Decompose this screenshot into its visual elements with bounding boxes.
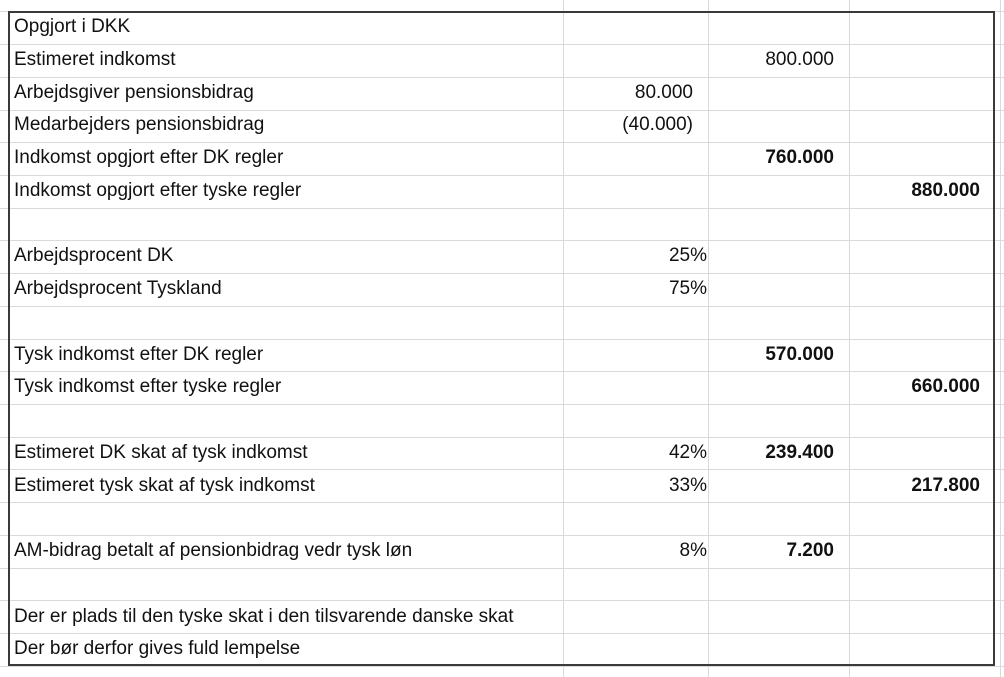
value-cell-b[interactable] [565, 339, 710, 372]
table-row [10, 502, 997, 535]
gridline [1000, 0, 1001, 677]
value-cell-c[interactable]: 760.000 [765, 147, 834, 168]
value-cell-d[interactable] [851, 601, 997, 634]
value-cell-c[interactable] [710, 502, 851, 535]
value-cell-d[interactable] [851, 142, 997, 175]
table-row [10, 568, 997, 601]
gridline [0, 666, 1004, 667]
value-cell-d[interactable] [851, 240, 997, 273]
value-cell-d[interactable] [851, 44, 997, 77]
value-cell-b[interactable] [565, 142, 710, 175]
value-cell-d[interactable] [851, 568, 997, 601]
value-cell-c[interactable] [710, 273, 851, 306]
value-cell-d[interactable]: 217.800 [911, 474, 980, 496]
spreadsheet-table [8, 11, 995, 666]
value-cell-b[interactable] [565, 44, 710, 77]
value-cell-b[interactable]: (40.000) [622, 114, 693, 136]
value-cell-d[interactable] [851, 273, 997, 306]
row-label-cell[interactable] [14, 568, 567, 601]
row-label-cell[interactable] [14, 208, 567, 241]
value-cell-d[interactable]: 880.000 [911, 179, 980, 201]
value-cell-c[interactable] [710, 371, 851, 404]
value-cell-c[interactable]: 800.000 [765, 48, 834, 70]
value-cell-c[interactable] [710, 208, 851, 241]
table-row [10, 404, 997, 437]
table-row [10, 175, 997, 208]
value-cell-b[interactable] [565, 502, 710, 535]
value-cell-b[interactable] [565, 306, 710, 339]
table-row [10, 437, 997, 470]
table-row [10, 306, 997, 339]
row-label-cell[interactable] [14, 502, 567, 535]
table-row [10, 535, 997, 568]
table-row [10, 44, 997, 77]
value-cell-d[interactable] [851, 437, 997, 470]
row-label-cell[interactable] [14, 404, 567, 437]
value-cell-b[interactable] [565, 568, 710, 601]
value-cell-c[interactable] [710, 175, 851, 208]
value-cell-b[interactable] [565, 175, 710, 208]
table-row [10, 633, 997, 666]
value-cell-c[interactable] [710, 306, 851, 339]
table-row [10, 601, 997, 634]
value-cell-c[interactable]: 239.400 [765, 441, 834, 463]
row-label-cell[interactable]: Arbejdsprocent DK [14, 245, 174, 267]
row-label-cell[interactable]: Indkomst opgjort efter tyske regler [14, 179, 302, 201]
value-cell-d[interactable] [851, 339, 997, 372]
row-label-cell[interactable]: Estimeret indkomst [14, 48, 176, 70]
row-label-cell[interactable]: Indkomst opgjort efter DK regler [14, 147, 284, 168]
value-cell-d[interactable] [851, 535, 997, 568]
value-cell-d[interactable] [851, 208, 997, 241]
value-cell-d[interactable] [851, 109, 997, 142]
value-cell-b[interactable] [565, 208, 710, 241]
table-row [10, 470, 997, 503]
value-cell-d[interactable] [851, 633, 997, 666]
row-label-cell[interactable]: Estimeret tysk skat af tysk indkomst [14, 474, 315, 496]
row-label-cell[interactable]: Tysk indkomst efter DK regler [14, 343, 264, 365]
value-cell-c[interactable] [710, 601, 851, 634]
row-label-cell[interactable]: Opgjort i DKK [14, 16, 131, 37]
row-label-cell[interactable] [14, 306, 567, 339]
table-row [10, 77, 997, 110]
value-cell-b[interactable]: 25% [668, 245, 707, 267]
value-cell-d[interactable] [851, 502, 997, 535]
value-cell-c[interactable] [710, 404, 851, 437]
row-label-cell[interactable]: Medarbejders pensionsbidrag [14, 114, 265, 136]
table-row [10, 240, 997, 273]
value-cell-d[interactable] [851, 306, 997, 339]
table-row [10, 142, 997, 175]
value-cell-d[interactable] [851, 404, 997, 437]
row-label-cell[interactable]: AM-bidrag betalt af pensionbidrag vedr tysk løn [14, 540, 413, 561]
value-cell-d[interactable] [851, 77, 997, 110]
value-cell-b[interactable]: 75% [668, 278, 707, 299]
row-label-cell[interactable]: Arbejdsprocent Tyskland [14, 278, 222, 299]
row-label-cell[interactable]: Arbejdsgiver pensionsbidrag [14, 81, 254, 103]
value-cell-b[interactable] [565, 404, 710, 437]
value-cell-c[interactable]: 570.000 [765, 343, 834, 365]
table-row [10, 208, 997, 241]
value-cell-c[interactable]: 7.200 [786, 540, 834, 561]
value-cell-c[interactable] [710, 109, 851, 142]
value-cell-d[interactable] [851, 11, 997, 44]
row-label-cell[interactable]: Der er plads til den tyske skat i den tilsvarende danske skat [14, 605, 514, 627]
value-cell-b[interactable]: 33% [668, 474, 707, 496]
value-cell-b[interactable] [565, 633, 710, 666]
value-cell-c[interactable] [710, 633, 851, 666]
value-cell-c[interactable] [710, 240, 851, 273]
value-cell-b[interactable]: 8% [679, 540, 707, 561]
row-label-cell[interactable]: Estimeret DK skat af tysk indkomst [14, 441, 308, 463]
table-row [10, 371, 997, 404]
value-cell-c[interactable] [710, 77, 851, 110]
value-cell-b[interactable] [565, 601, 710, 634]
table-row [10, 109, 997, 142]
value-cell-b[interactable]: 42% [668, 441, 707, 463]
row-label-cell[interactable]: Der bør derfor gives fuld lempelse [14, 638, 301, 660]
value-cell-d[interactable]: 660.000 [911, 376, 980, 398]
table-row [10, 11, 997, 44]
value-cell-b[interactable]: 80.000 [634, 81, 693, 103]
value-cell-c[interactable] [710, 11, 851, 44]
table-row [10, 339, 997, 372]
value-cell-b[interactable] [565, 371, 710, 404]
value-cell-c[interactable] [710, 470, 851, 503]
value-cell-b[interactable] [565, 11, 710, 44]
value-cell-c[interactable] [710, 568, 851, 601]
row-label-cell[interactable]: Tysk indkomst efter tyske regler [14, 376, 282, 398]
table-row [10, 273, 997, 306]
